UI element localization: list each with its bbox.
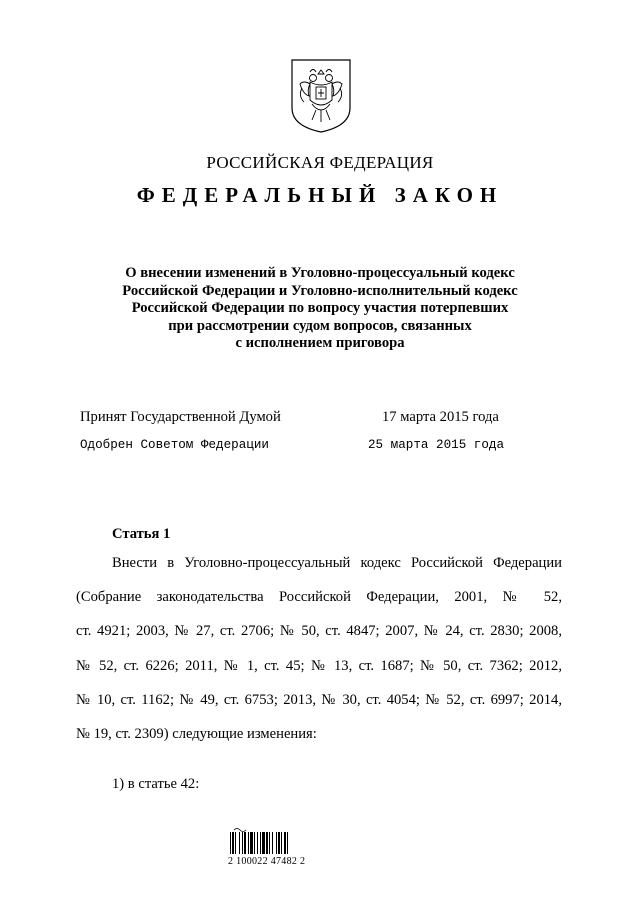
law-title-line: Российской Федерации и Уголовно-исполнительный кодекс (122, 282, 518, 299)
approved-label: Одобрен Советом Федерации (80, 438, 269, 452)
paragraph-line: ст. 4921; 2003, № 27, ст. 2706; № 50, ст. 4847; 2007, № 24, ст. 2830; 2008, (76, 623, 562, 640)
barcode-number: 2 100022 47482 2 (228, 856, 306, 867)
adopted-label: Принят Государственной Думой (80, 409, 281, 425)
law-title-line: Российской Федерации по вопросу участия потерпевших (131, 300, 509, 316)
paragraph-line: № 10, ст. 1162; № 49, ст. 6753; 2013, № 30, ст. 4054; № 52, ст. 6997; 2014, (76, 691, 562, 708)
country-heading: РОССИЙСКАЯ ФЕДЕРАЦИЯ (206, 153, 434, 172)
paragraph-line: (Собрание законодательства Российской Федерации, 2001, № 52, (76, 589, 562, 606)
article-heading: Статья 1 (112, 526, 171, 542)
law-title-line: О внесении изменений в Уголовно-процессуальный кодекс (125, 265, 515, 281)
adopted-date: 17 марта 2015 года (382, 409, 499, 425)
paragraph-line: № 52, ст. 6226; 2011, № 1, ст. 45; № 13, ст. 1687; № 50, ст. 7362; 2012, (76, 657, 562, 674)
law-title-line: при рассмотрении судом вопросов, связанных (168, 317, 472, 334)
paragraph-line: Внести в Уголовно-процессуальный кодекс Российской Федерации (112, 555, 562, 571)
law-title (60, 265, 580, 353)
paragraph-line: № 19, ст. 2309) следующие изменения: (76, 726, 317, 743)
law-title-line: с исполнением приговора (235, 335, 405, 351)
list-item: 1) в статье 42: (112, 776, 200, 792)
coat-of-arms-icon (288, 58, 354, 134)
approved-date: 25 марта 2015 года (368, 438, 505, 452)
article-paragraph (76, 546, 562, 751)
document-type-heading: ФЕДЕРАЛЬНЫЙ ЗАКОН (136, 183, 504, 207)
